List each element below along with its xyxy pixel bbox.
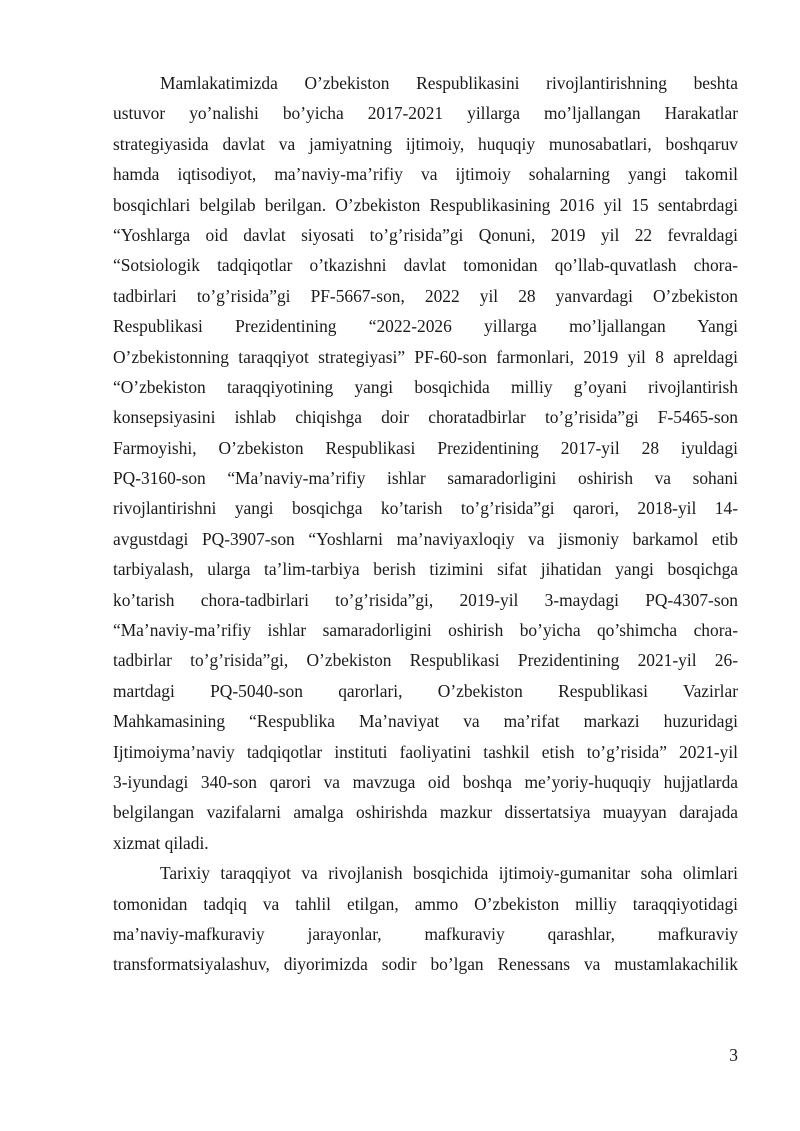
paragraph-2: [113, 858, 738, 980]
text-line: PQ-3160-son “Ma’naviy-ma’rifiy ishlar samaradorligini oshirish va sohani: [113, 468, 738, 489]
text-line: martdagi PQ-5040-son qarorlari, O’zbekiston Respublikasi Vazirlar: [113, 680, 738, 701]
text-line: ko’tarish chora-tadbirlari to’g’risida”gi, 2019-yil 3-maydagi PQ-4307-son: [113, 589, 738, 610]
text-line: tadbirlari to’g’risida”gi PF-5667-son, 2022 yil 28 yanvardagi O’zbekiston: [113, 285, 738, 306]
text-line: tadbirlar to’g’risida”gi, O’zbekiston Respublikasi Prezidentining 2021-yil 26-: [113, 650, 738, 671]
text-line: tomonidan tadqiq va tahlil etilgan, ammo O’zbekiston milliy taraqqiyotidagi: [113, 893, 738, 914]
text-line: “Sotsiologik tadqiqotlar o’tkazishni davlat tomonidan qo’llab-quvatlash chora-: [113, 255, 738, 276]
text-line: hamda iqtisodiyot, ma’naviy-ma’rifiy va ijtimoiy sohalarning yangi takomil: [113, 164, 738, 185]
text-line: Respublikasi Prezidentining “2022-2026 yillarga mo’ljallangan Yangi: [113, 316, 738, 337]
text-line: konsepsiyasini ishlab chiqishga doir choratadbirlar to’g’risida”gi F-5465-son: [113, 407, 738, 428]
text-line: “O’zbekiston taraqqiyotining yangi bosqichida milliy g’oyani rivojlantirish: [113, 376, 738, 397]
text-line: Mahkamasining “Respublika Ma’naviyat va ma’rifat markazi huzuridagi: [113, 711, 738, 732]
text-line: xizmat qiladi.: [113, 832, 209, 853]
text-line: ma’naviy-mafkuraviy jarayonlar, mafkuraviy qarashlar, mafkuraviy: [113, 923, 738, 944]
text-line: strategiyasida davlat va jamiyatning ijtimoiy, huquqiy munosabatlari, boshqaruv: [113, 133, 738, 154]
text-line: Mamlakatimizda O’zbekiston Respublikasini rivojlantirishning beshta: [160, 73, 738, 93]
text-line: avgustdagi PQ-3907-son “Yoshlarni ma’naviyaxloqiy va jismoniy barkamol etib: [113, 528, 738, 549]
text-line: tarbiyalash, ularga ta’lim-tarbiya berish tizimini sifat jihatidan yangi bosqichga: [113, 559, 738, 580]
text-line: bosqichlari belgilab berilgan. O’zbekiston Respublikasining 2016 yil 15 sentabrdagi: [113, 194, 738, 215]
text-line: “Ma’naviy-ma’rifiy ishlar samaradorligini oshirish bo’yicha qo’shimcha chora-: [113, 620, 738, 641]
text-line: transformatsiyalashuv, diyorimizda sodir bo’lgan Renessans va mustamlakachilik: [113, 954, 738, 975]
body-text: [113, 68, 738, 980]
paragraph-1: [113, 68, 738, 858]
page-number: 3: [729, 1045, 738, 1065]
text-line: belgilangan vazifalarni amalga oshirishda mazkur dissertatsiya muayyan darajada: [113, 802, 738, 823]
text-line: ustuvor yo’nalishi bo’yicha 2017-2021 yillarga mo’ljallangan Harakatlar: [113, 103, 738, 124]
text-line: Farmoyishi, O’zbekiston Respublikasi Prezidentining 2017-yil 28 iyuldagi: [113, 437, 738, 458]
text-line: 3-iyundagi 340-son qarori va mavzuga oid boshqa me’yoriy-huquqiy hujjatlarda: [113, 771, 738, 792]
text-line: “Yoshlarga oid davlat siyosati to’g’risida”gi Qonuni, 2019 yil 22 fevraldagi: [113, 224, 738, 245]
text-line: rivojlantirishni yangi bosqichga ko’tarish to’g’risida”gi qarori, 2018-yil 14-: [113, 498, 738, 519]
text-line: Tarixiy taraqqiyot va rivojlanish bosqichida ijtimoiy-gumanitar soha olimlari: [160, 863, 738, 884]
text-line: Ijtimoiyma’naviy tadqiqotlar instituti faoliyatini tashkil etish to’g’risida” 2021-yil: [113, 741, 738, 762]
text-line: O’zbekistonning taraqqiyot strategiyasi” PF-60-son farmonlari, 2019 yil 8 apreldagi: [113, 346, 738, 367]
